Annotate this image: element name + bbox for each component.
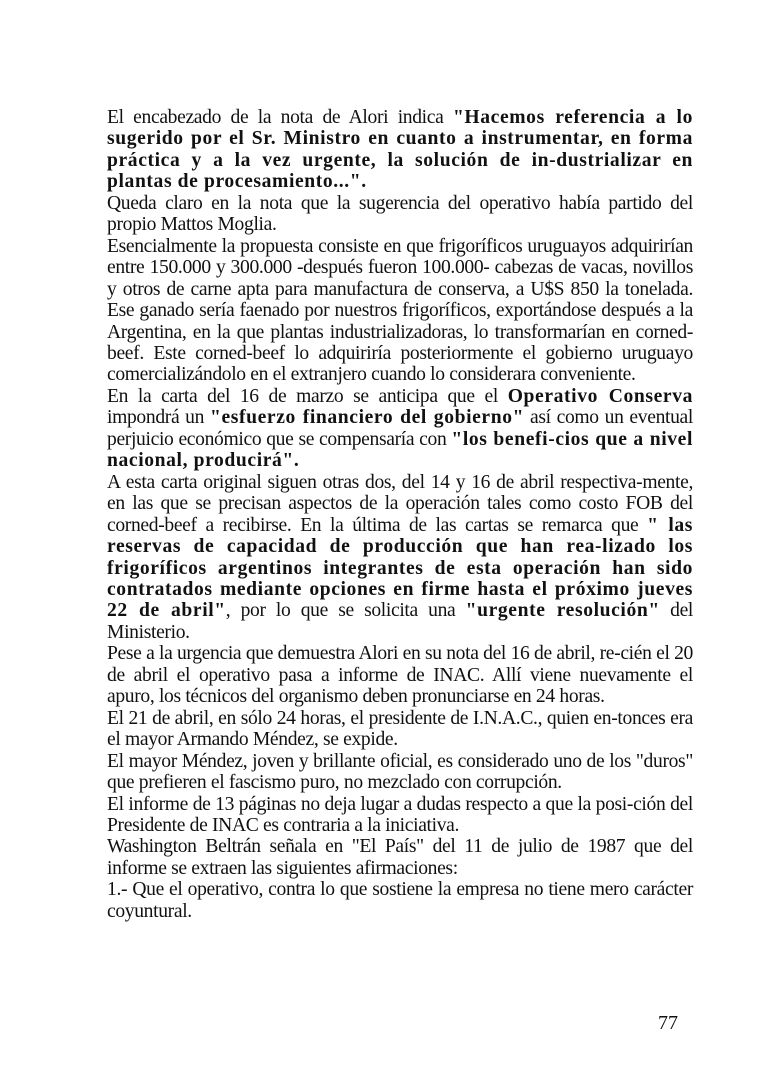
body-text: El informe de 13 páginas no deja lugar a dudas respecto a que la posi-ción del Presidente de INAC es contraria a la iniciativa.: [107, 793, 693, 836]
body-text: 1.- Que el operativo, contra lo que sostiene la empresa no tiene mero carácter coyuntural.: [107, 879, 693, 922]
paragraph: [107, 472, 693, 644]
page-number: 77: [658, 1012, 678, 1034]
bold-quote-text: "esfuerzo financiero del gobierno": [209, 407, 525, 429]
page-body-text: [107, 107, 693, 922]
paragraph: [107, 836, 693, 879]
body-text: Washington Beltrán señala en "El País" del 11 de julio de 1987 que del informe se extraen las siguientes afirmaciones:: [107, 836, 693, 879]
body-text: El 21 de abril, en sólo 24 horas, el presidente de I.N.A.C., quien en-tonces era el mayor Armando Méndez, se expide.: [107, 707, 693, 751]
paragraph: [107, 879, 693, 922]
body-text: del Ministerio.: [107, 600, 694, 643]
bold-quote-text: Operativo Conserva: [507, 385, 693, 407]
paragraph: [107, 107, 693, 193]
bold-quote-text: " las reservas de capacidad de producción que han rea-lizado los frigoríficos argentinos integrantes de esta operación han sido contratados mediante opciones en firme hasta el próximo jueves 22 de abril": [107, 514, 693, 622]
body-text: así como un eventual perjuicio económico que se compensaría con: [107, 407, 693, 450]
body-text: El encabezado de la nota de Alori indica: [107, 107, 453, 128]
paragraph: [107, 751, 693, 794]
paragraph: [107, 643, 693, 707]
paragraph: [107, 193, 693, 236]
body-text: , por lo que se solicita una: [225, 600, 466, 622]
bold-quote-text: "urgente resolución": [465, 600, 660, 622]
body-text: En la carta del 16 de marzo se anticipa que el: [107, 385, 508, 407]
bold-quote-text: "Hacemos referencia a lo sugerido por el Sr. Ministro en cuanto a instrumentar, en forma práctica y a la vez urgente, la solución de in-dustrializar en plantas de procesamiento...".: [107, 107, 693, 193]
paragraph: [107, 386, 693, 472]
body-text: Queda claro en la nota que la sugerencia del operativo había partido del propio Mattos Moglia.: [107, 192, 693, 236]
body-text: A esta carta original siguen otras dos, del 14 y 16 de abril respectiva-mente, en las que se precisan aspectos de la operación tales como costo FOB del corned-beef a recibirse. En la última de las cartas se remarca que: [107, 471, 693, 536]
paragraph: [107, 794, 693, 837]
bold-quote-text: "los benefi-cios que a nivel nacional, producirá".: [107, 428, 693, 472]
body-text: Esencialmente la propuesta consiste en que frigoríficos uruguayos adquirirían entre 150.000 y 300.000 -después fueron 100.000- cabezas de vacas, novillos y otros de carne apta para manufactura de conserva, a U$S 850 la tonelada. Ese ganado sería faenado por nuestros frigoríficos, exportándose después a la Argentina, en la que plantas industrializadoras, lo transformarían en corned-beef. Este corned-beef lo adquiriría posteriormente el gobierno uruguayo comercializándolo en el extranjero cuando lo considerara conveniente.: [107, 235, 693, 386]
body-text: impondrá un: [107, 407, 210, 429]
paragraph: [107, 236, 693, 386]
body-text: El mayor Méndez, joven y brillante oficial, es considerado uno de los "duros" que prefieren el fascismo puro, no mezclado con corrupción.: [107, 750, 693, 794]
paragraph: [107, 708, 693, 751]
body-text: Pese a la urgencia que demuestra Alori en su nota del 16 de abril, re-cién el 20 de abril el operativo pasa a informe de INAC. Allí viene nuevamente el apuro, los técnicos del organismo deben pronunciarse en 24 horas.: [107, 643, 693, 708]
